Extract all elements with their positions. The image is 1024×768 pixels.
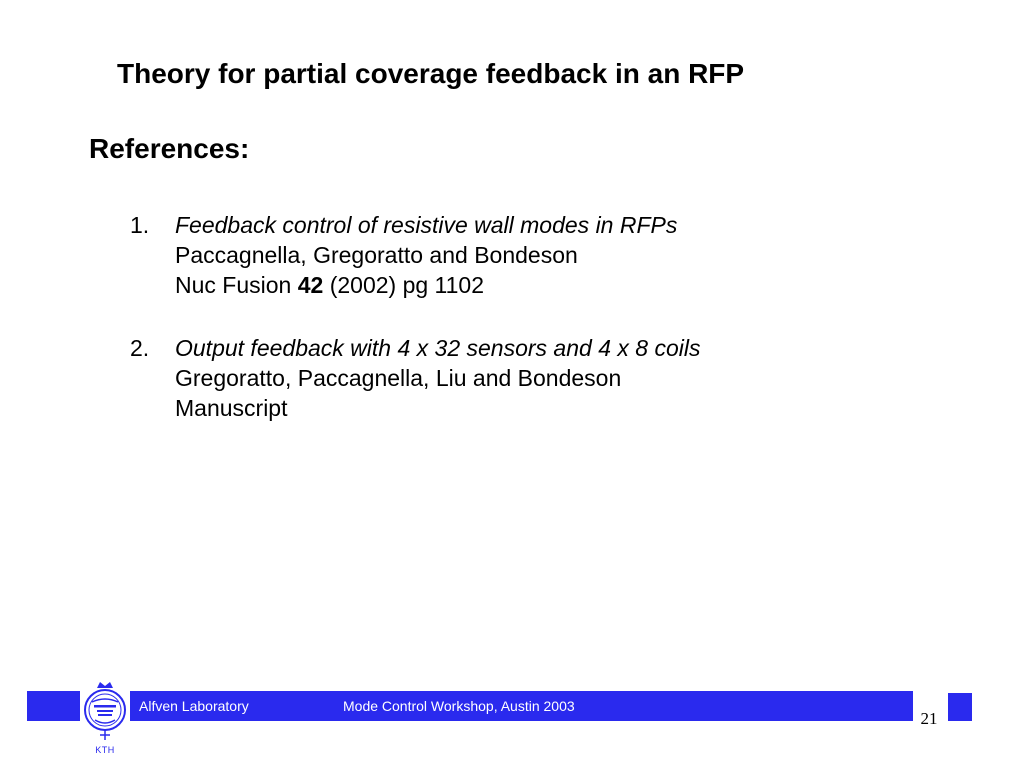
page-number: 21 [920, 709, 938, 728]
reference-details [175, 333, 700, 423]
kth-crest-icon [80, 678, 130, 744]
reference-citation [175, 270, 677, 300]
corner-square [948, 693, 972, 721]
reference-title: Feedback control of resistive wall modes in RFPs [175, 212, 678, 238]
footer-lab-name: Alfven Laboratory [139, 698, 249, 714]
references-heading: References: [89, 133, 250, 164]
reference-authors: Gregoratto, Paccagnella, Liu and Bondeson [175, 365, 622, 391]
citation-journal: Nuc Fusion [175, 272, 298, 298]
citation-volume: 42 [297, 272, 324, 298]
reference-details [175, 210, 677, 300]
logo-label: KTH [95, 745, 115, 755]
slide-title: Theory for partial coverage feedback in an RFP [117, 58, 745, 89]
footer-event-name: Mode Control Workshop, Austin 2003 [343, 698, 575, 714]
kth-logo [80, 678, 130, 760]
reference-number: 2. [130, 335, 150, 361]
reference-number: 1. [130, 212, 150, 238]
reference-status: Manuscript [175, 395, 288, 421]
citation-year-page: (2002) pg 1102 [323, 272, 485, 298]
reference-authors: Paccagnella, Gregoratto and Bondeson [175, 242, 578, 268]
reference-title: Output feedback with 4 x 32 sensors and 4 x 8 coils [175, 335, 701, 361]
